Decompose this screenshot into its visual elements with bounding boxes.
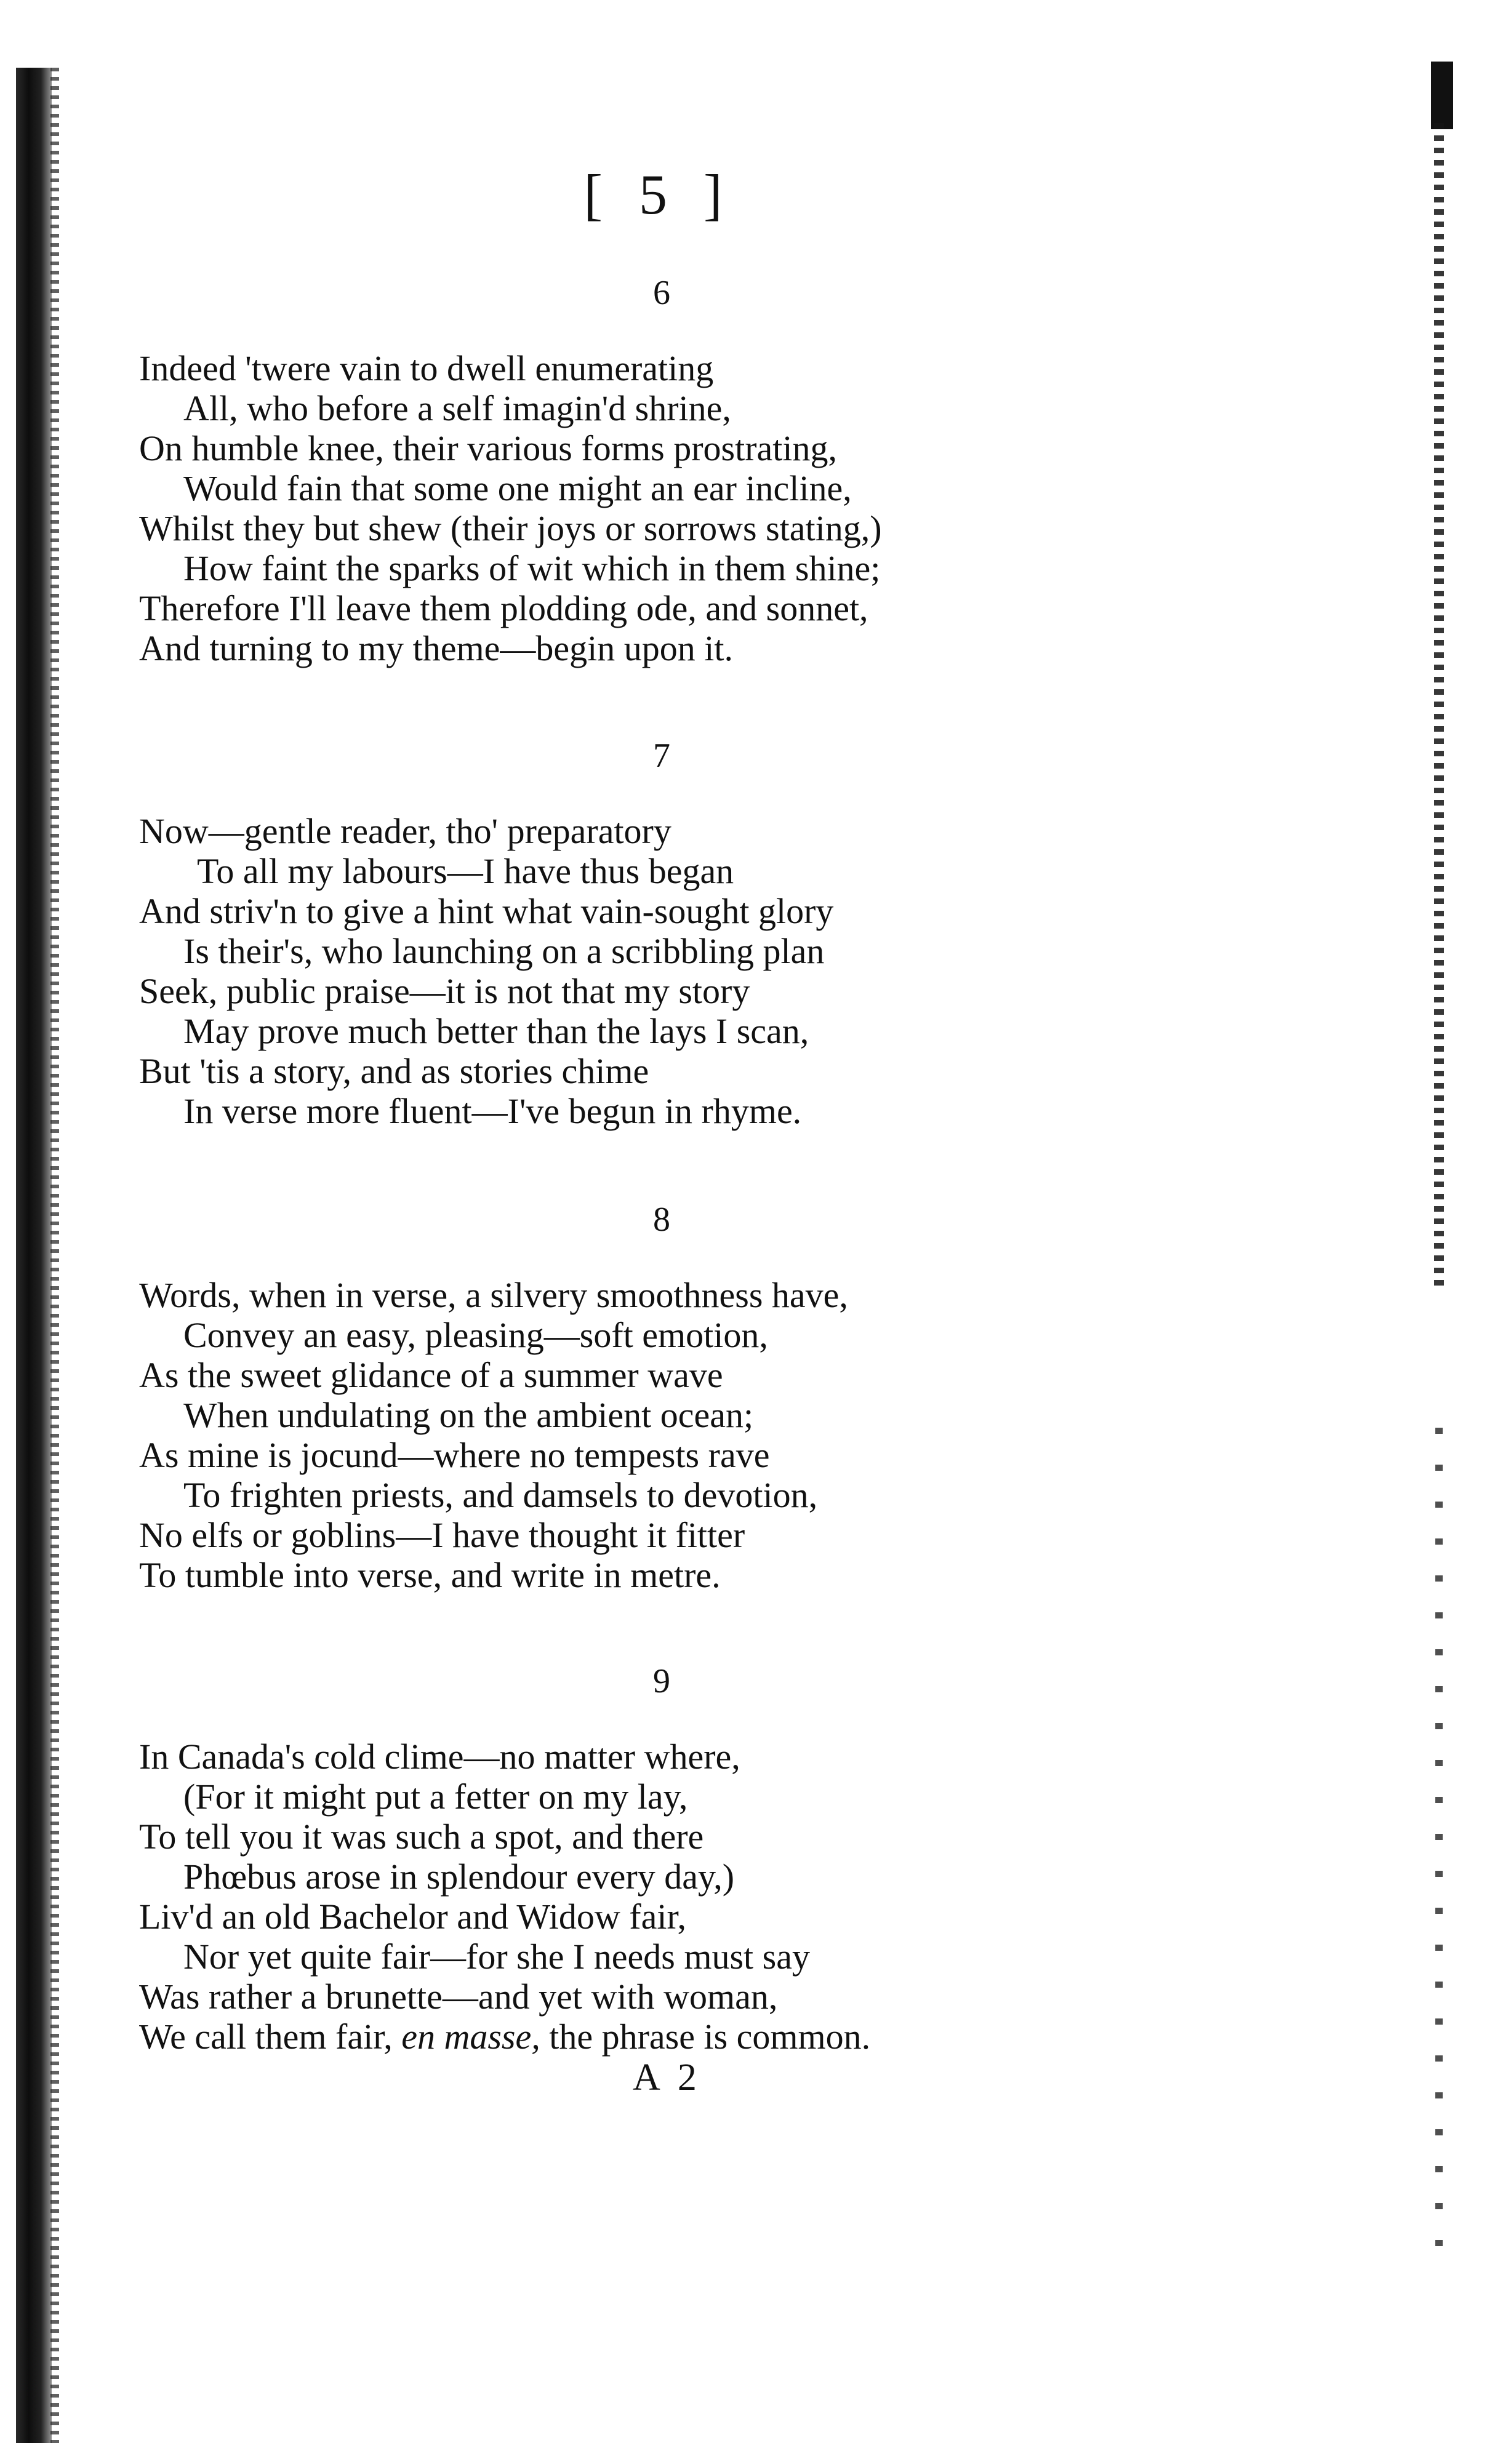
verse-line: To all my labours—I have thus began [197,851,734,891]
page-number-header: [ 5 ] [583,163,734,226]
verse-line: All, who before a self imagin'd shrine, [183,388,731,428]
verse-line: Would fain that some one might an ear incline, [183,468,852,508]
signature-mark: A 2 [633,2057,702,2098]
verse-line: Therefore I'll leave them plodding ode, and sonnet, [139,588,868,628]
verse-line: (For it might put a fetter on my lay, [183,1777,688,1817]
stanza-number: 7 [653,737,670,775]
verse-line-last [139,2017,1087,2057]
verse-line: As the sweet glidance of a summer wave [139,1355,723,1395]
verse-line: To frighten priests, and damsels to devotion, [183,1475,818,1515]
page-right-edge-mark [1431,62,1453,129]
verse-line: Whilst they but shew (their joys or sorrows stating,) [139,508,882,548]
verse-line: Is their's, who launching on a scribbling plan [183,931,825,971]
verse-line: Was rather a brunette—and yet with woman, [139,1977,778,2017]
verse-line: And striv'n to give a hint what vain-sought glory [139,891,834,931]
italic-phrase: en masse, [401,2017,540,2057]
verse-line: To tell you it was such a spot, and there [139,1817,704,1857]
verse-line: Seek, public praise—it is not that my story [139,971,750,1011]
verse-line: Nor yet quite fair—for she I needs must say [183,1937,810,1977]
verse-line: As mine is jocund—where no tempests rave [139,1435,770,1475]
verse-text: We call them fair, [139,2017,402,2057]
verse-line: But 'tis a story, and as stories chime [139,1051,649,1091]
page-right-edge-lower [1435,1428,1443,2277]
page-binding-fray [50,68,59,2443]
verse-line: And turning to my theme—begin upon it. [139,628,733,668]
verse-line: No elfs or goblins—I have thought it fitter [139,1515,745,1555]
stanza-number: 6 [653,274,670,312]
verse-line: Indeed 'twere vain to dwell enumerating [139,348,714,388]
verse-line: Convey an easy, pleasing—soft emotion, [183,1315,768,1355]
page-binding-edge [16,68,52,2443]
stanza-number: 9 [653,1662,670,1700]
stanza-number: 8 [653,1201,670,1239]
verse-line: Liv'd an old Bachelor and Widow fair, [139,1897,686,1937]
verse-line: May prove much better than the lays I scan, [183,1011,809,1051]
stanza [139,1737,1087,2057]
stanza [139,348,1087,668]
verse-line: To tumble into verse, and write in metre. [139,1555,721,1595]
verse-line: Phœbus arose in splendour every day,) [183,1857,735,1897]
verse-line: In verse more fluent—I've begun in rhyme. [183,1091,802,1131]
verse-line: Words, when in verse, a silvery smoothness have, [139,1275,848,1315]
verse-line: On humble knee, their various forms prostrating, [139,428,837,468]
stanza [139,811,1087,1131]
page-right-edge [1434,123,1444,1292]
verse-line: When undulating on the ambient ocean; [183,1395,754,1435]
stanza [139,1275,1087,1595]
verse-text: the phrase is common. [540,2017,871,2057]
verse-line: Now—gentle reader, tho' preparatory [139,811,671,851]
verse-line: In Canada's cold clime—no matter where, [139,1737,740,1777]
verse-line: How faint the sparks of wit which in them shine; [183,548,881,588]
